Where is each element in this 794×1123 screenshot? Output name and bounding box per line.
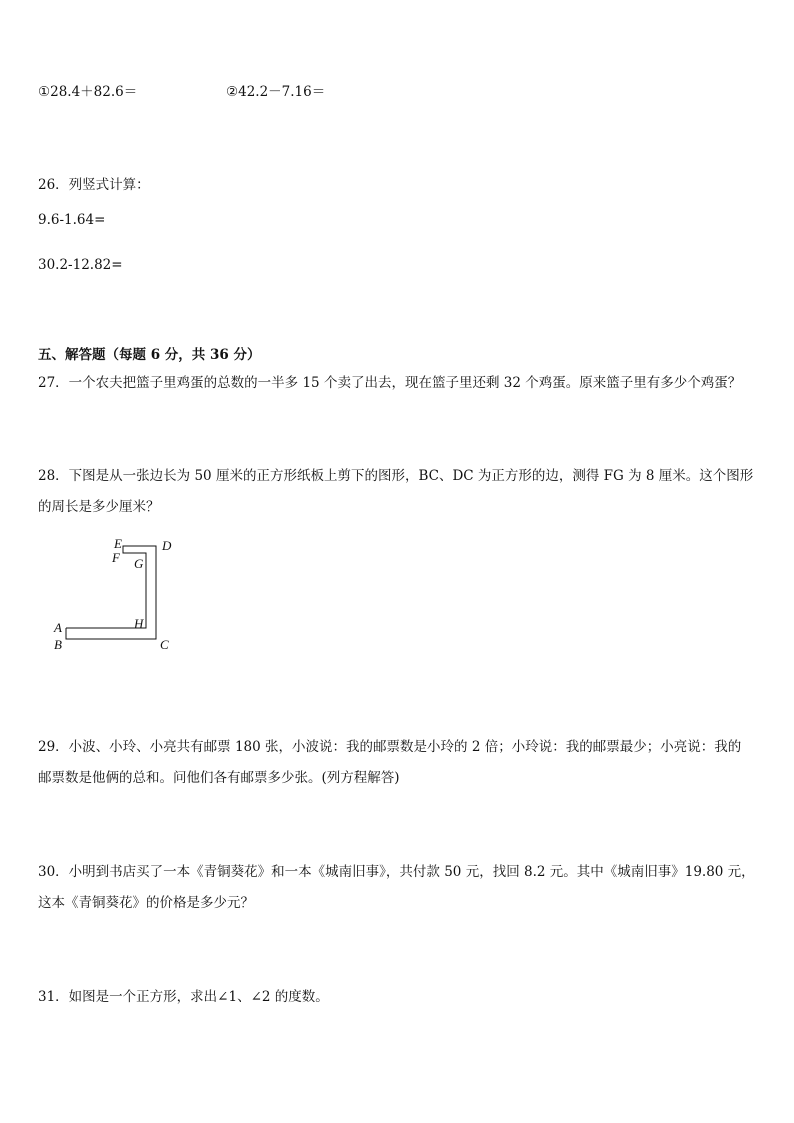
q28-label-f: F [112,550,120,565]
q28-label-c: C [160,637,169,652]
q29-line-2: 邮票数是他俩的总和。问他们各有邮票多少张。(列方程解答) [38,770,400,786]
q30-line-1: 30．小明到书店买了一本《青铜葵花》和一本《城南旧事》，共付款 50 元，找回 8.2 元。其中《城南旧事》19.80 元， [38,864,755,880]
q26-expression-1: 9.6-1.64= [38,212,106,228]
q27-text: 27．一个农夫把篮子里鸡蛋的总数的一半多 15 个卖了出去，现在篮子里还剩 32 个鸡蛋。原来篮子里有多少个鸡蛋？ [38,375,742,391]
q25-item-1-marker: ① [38,84,51,100]
q28-label-d: D [162,538,172,553]
q30-line-2: 这本《青铜葵花》的价格是多少元？ [38,895,254,911]
q28-label-a: A [54,620,62,635]
q25-item-2-expression: 42.2－7.16＝ [238,84,326,100]
q28-figure [48,535,198,655]
q31-text: 31．如图是一个正方形，求出∠1、∠2 的度数。 [38,989,329,1005]
q25-item-2 [226,82,325,102]
q26-expression-2: 30.2-12.82= [38,257,123,273]
q25-item-2-marker: ② [226,84,239,100]
q25-item-1-expression: 28.4＋82.6＝ [50,84,138,100]
q28-label-e: E [114,536,122,551]
q25-item-1 [38,82,137,102]
q29-line-1: 29．小波、小玲、小亮共有邮票 180 张，小波说：我的邮票数是小玲的 2 倍；小玲说：我的邮票最少；小亮说：我的 [38,739,742,755]
q26-title: 26．列竖式计算： [38,177,150,193]
q28-line-2: 的周长是多少厘米？ [38,499,160,515]
section-5-heading: 五、解答题（每题 6 分，共 36 分） [38,347,261,363]
q28-label-g: G [134,556,144,571]
q28-line-1: 28．下图是从一张边长为 50 厘米的正方形纸板上剪下的图形，BC、DC 为正方形的边，测得 FG 为 8 厘米。这个图形 [38,468,754,484]
q28-label-h: H [134,616,144,631]
q28-label-b: B [54,637,62,652]
